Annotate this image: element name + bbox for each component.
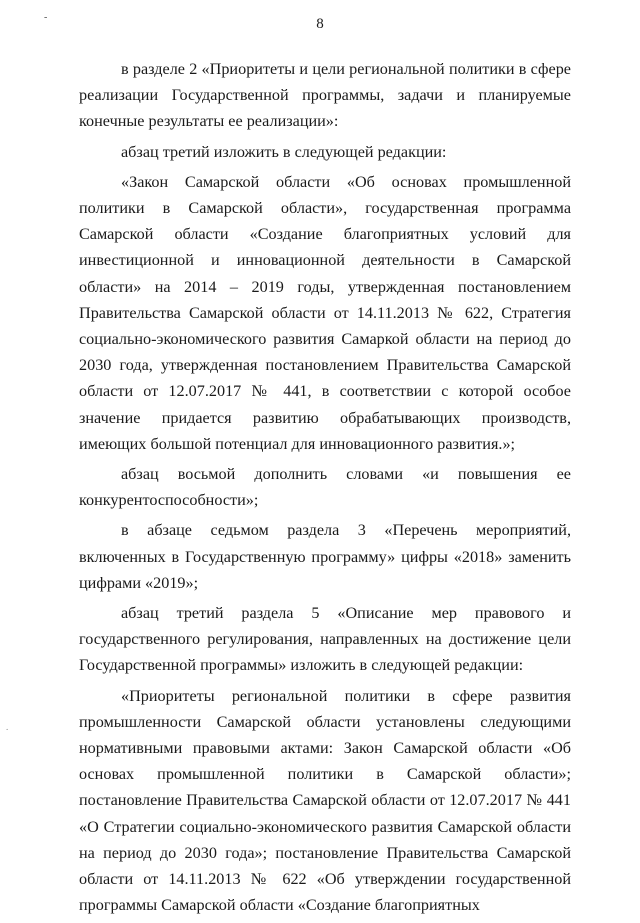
paragraph-section-2-intro: в разделе 2 «Приоритеты и цели региональной политики в сфере реализации Государственной программы, задачи и планируемые конечные результаты ее реализации»:	[79, 60, 571, 131]
paragraph-section-5-intro: абзац третий раздела 5 «Описание мер правового и государственного регулирования, направленных на достижение цели Государственной программы» изложить в следующей редакции:	[79, 604, 571, 675]
document-body	[79, 56, 571, 923]
paragraph-abzac-8-addition: абзац восьмой дополнить словами «и повышения ее конкурентоспособности»;	[79, 465, 571, 510]
paragraph-quoted-law-text: «Закон Самарской области «Об основах промышленной политики в Самарской области», государственная программа Самарской области «Создание благоприятных условий для инвестиционной и инновационной деятельности в Самарской области» на 2014 – 2019 годы, утвержденная постановлением Правительства Самарской области от 14.11.2013 № 622, Стратегия социально-экономического развития Самаркой области на период до 2030 года, утвержденная постановлением Правительства Самарской области от 12.07.2017 № 441, в соответствии с которой особое значение придается развитию обрабатывающих производств, имеющих большой потенциал для инновационного развития.»;	[79, 172, 571, 453]
paragraph-section-3-change: в абзаце седьмом раздела 3 «Перечень мероприятий, включенных в Государственную программу» цифры «2018» заменить цифрами «2019»;	[79, 521, 571, 592]
margin-mark: .	[6, 722, 9, 732]
paragraph-instruction-abzac-3: абзац третий изложить в следующей редакции:	[121, 142, 447, 161]
page-number: 8	[316, 16, 324, 32]
scan-mark: -	[44, 12, 48, 23]
paragraph-priorities-text: «Приоритеты региональной политики в сфере развития промышленности Самарской области установлены следующими нормативными правовыми актами: Закон Самарской области «Об основах промышленной политики в Самарской области»; постановление Правительства Самарской области от 12.07.2017 № 441 «О Стратегии социально-экономического развития Самарской области на период до 2030 года»; постановление Правительства Самарской области от 14.11.2013 № 622 «Об утверждении государственной программы Самарской области «Создание благоприятных	[79, 686, 571, 915]
